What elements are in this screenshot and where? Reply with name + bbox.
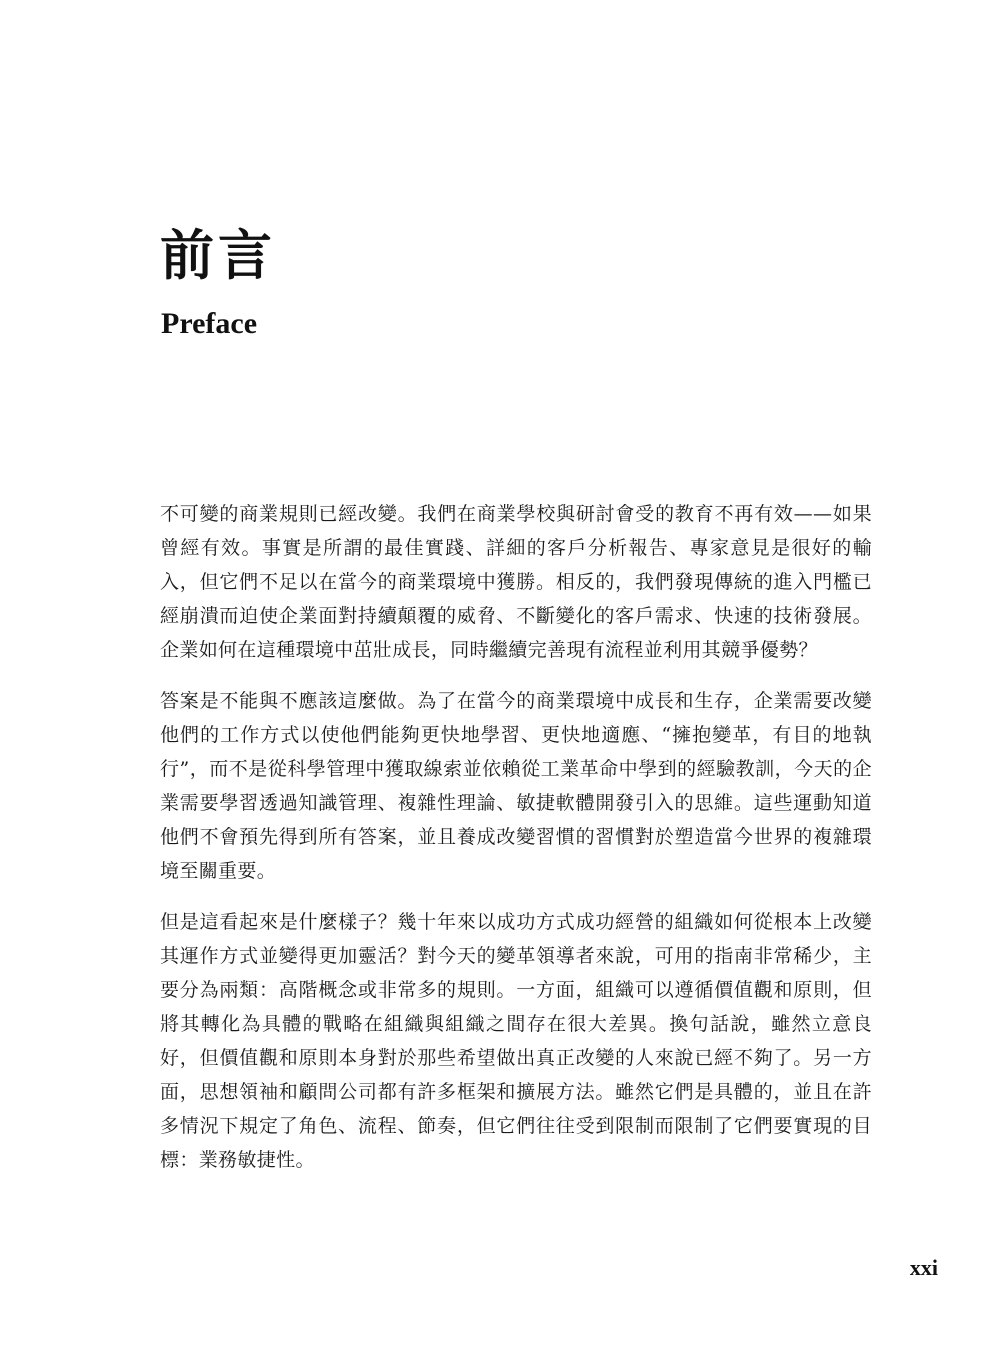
page-number: xxi (909, 1255, 938, 1280)
paragraph-2: 答案是不能與不應該這麼做。為了在當今的商業環境中成長和生存，企業需要改變他們的工作方式以使他們能夠更快地學習、更快地適應、“擁抱變革，有目的地執行”，而不是從科學管理中獲取線索並依賴從工業革命中學到的經驗教訓，今天的企業需要學習透過知識管理、複雜性理論、敏捷軟體開發引入的思維。這些運動知道他們不會預先得到所有答案，並且養成改變習慣的習慣對於塑造當今世界的複雜環境至關重要。 (160, 690, 872, 882)
chapter-title-english: Preface (161, 307, 258, 340)
paragraph-1: 不可變的商業規則已經改變。我們在商業學校與研討會受的教育不再有效——如果曾經有效。事實是所謂的最佳實踐、詳細的客戶分析報告、專家意見是很好的輸入，但它們不足以在當今的商業環境中獲勝。相反的，我們發現傳統的進入門檻已經崩潰而迫使企業面對持續顛覆的威脅、不斷變化的客戶需求、快速的技術發展。企業如何在這種環境中茁壯成長，同時繼續完善現有流程並利用其競爭優勢？ (160, 503, 872, 661)
paragraph-3: 但是這看起來是什麼樣子？幾十年來以成功方式成功經營的組織如何從根本上改變其運作方式並變得更加靈活？對今天的變革領導者來說，可用的指南非常稀少，主要分為兩類：高階概念或非常多的規則。一方面，組織可以遵循價值觀和原則，但將其轉化為具體的戰略在組織與組織之間存在很大差異。換句話說，雖然立意良好，但價值觀和原則本身對於那些希望做出真正改變的人來說已經不夠了。另一方面，思想領袖和顧問公司都有許多框架和擴展方法。雖然它們是具體的，並且在許多情況下規定了角色、流程、節奏，但它們往往受到限制而限制了它們要實現的目標：業務敏捷性。 (160, 911, 872, 1171)
chapter-title-chinese: 前言 (160, 223, 276, 287)
body-text (160, 497, 872, 1194)
